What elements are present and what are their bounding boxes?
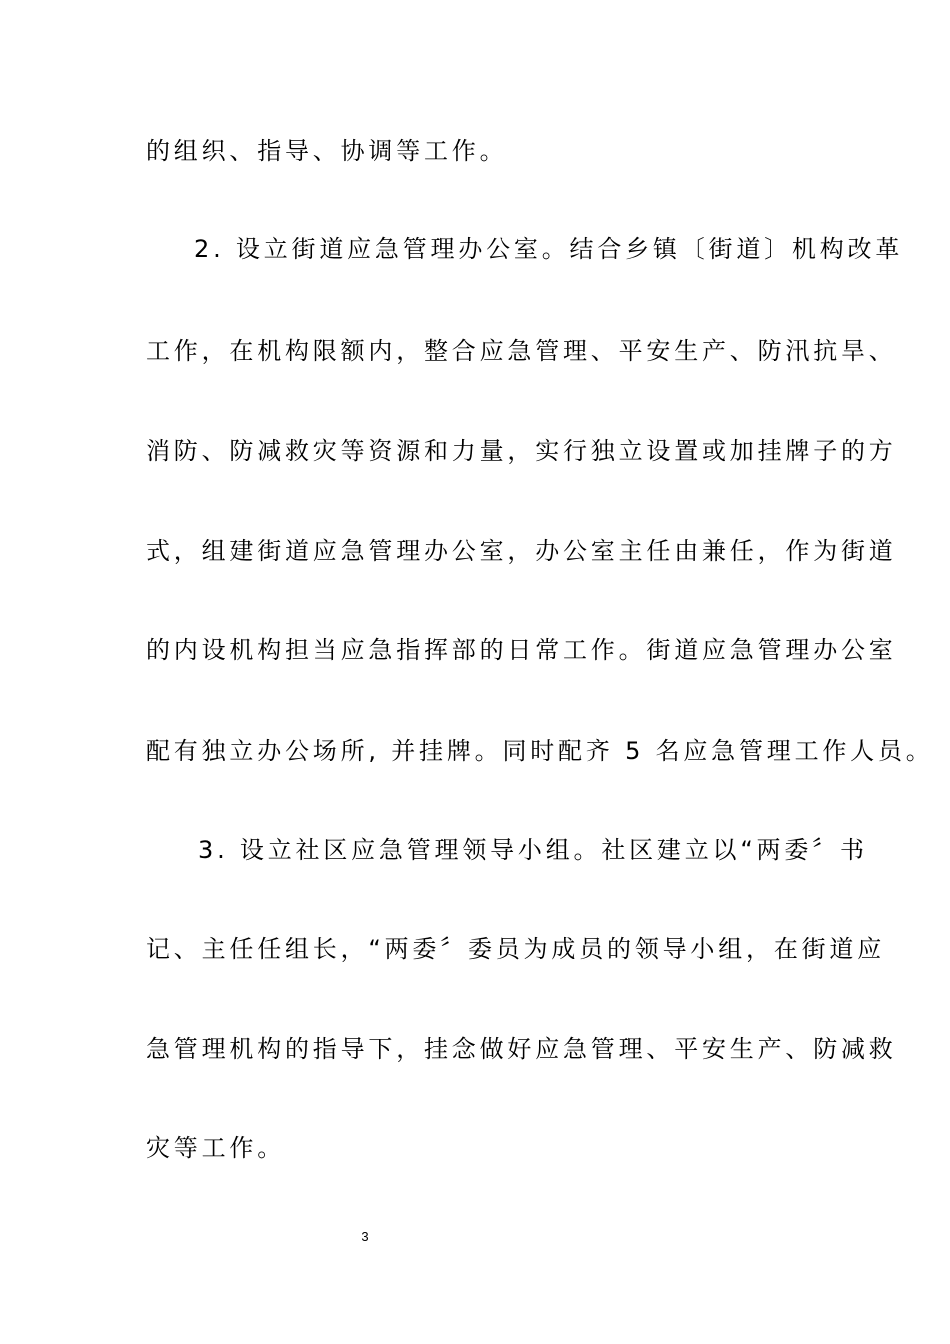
paragraph-3-line-4: 灾等工作。 bbox=[146, 1134, 285, 1162]
paragraph-3-line-1: 3. 设立社区应急管理领导小组。社区建立以“两委〞书 bbox=[198, 836, 868, 864]
paragraph-3-line-2: 记、主任任组长，“两委〞委员为成员的领导小组，在街道应 bbox=[146, 935, 886, 963]
paragraph-2-line-6: 配有独立办公场所, 并挂牌。同时配齐 5 名应急管理工作人员。 bbox=[146, 737, 934, 765]
paragraph-2-line-5: 的内设机构担当应急指挥部的日常工作。街道应急管理办公室 bbox=[146, 636, 897, 664]
paragraph-2-line-3: 消防、防减救灾等资源和力量，实行独立设置或加挂牌子的方 bbox=[146, 437, 897, 465]
paragraph-2-line-2: 工作，在机构限额内，整合应急管理、平安生产、防汛抗旱、 bbox=[146, 337, 897, 365]
page-number: 3 bbox=[361, 1229, 369, 1244]
paragraph-2-line-1: 2. 设立街道应急管理办公室。结合乡镇〔街道〕机构改革 bbox=[194, 235, 904, 263]
paragraph-3-line-3: 急管理机构的指导下，挂念做好应急管理、平安生产、防减救 bbox=[146, 1035, 897, 1063]
paragraph-2-line-4: 式，组建街道应急管理办公室，办公室主任由兼任，作为街道 bbox=[146, 537, 897, 565]
paragraph-1-line-1: 的组织、指导、协调等工作。 bbox=[146, 137, 508, 165]
